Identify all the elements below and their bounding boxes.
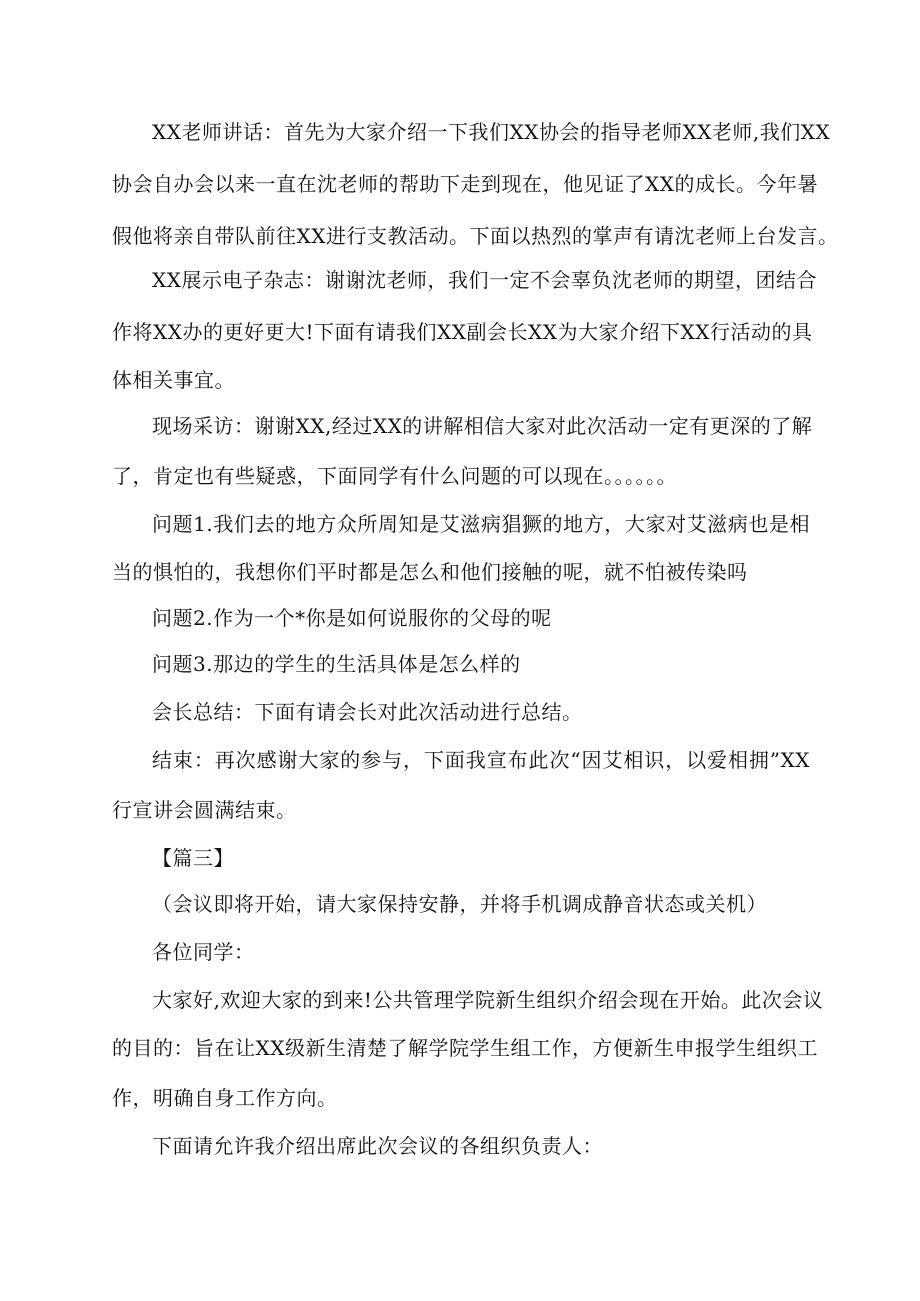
paragraph-13-line-1: 下面请允许我介绍出席此次会议的各组织负责人： xyxy=(152,1134,603,1158)
paragraph-5-line-1: 问题2.作为一个*你是如何说服你的父母的呢 xyxy=(152,606,552,630)
greeting: 各位同学： xyxy=(152,940,255,964)
paragraph-2-line-3: 体相关事宜。 xyxy=(112,368,235,392)
paragraph-8-line-1: 结束：再次感谢大家的参与，下面我宣布此次“因艾相识，以爱相拥”XX xyxy=(152,748,810,772)
paragraph-4-line-2: 当的惧怕的，我想你们平时都是怎么和他们接触的呢，就不怕被传染吗 xyxy=(112,560,748,584)
section-heading: 【篇三】 xyxy=(152,846,234,870)
paragraph-1-line-1: XX老师讲话：首先为大家介绍一下我们XX协会的指导老师XX老师,我们XX xyxy=(152,120,831,144)
paragraph-4-line-1: 问题1.我们去的地方众所周知是艾滋病猖獗的地方，大家对艾滋病也是相 xyxy=(152,512,810,536)
paragraph-12-line-2: 的目的：旨在让XX级新生清楚了解学院学生组工作，方便新生申报学生组织工 xyxy=(112,1036,818,1060)
paragraph-3-line-2: 了，肯定也有些疑惑，下面同学有什么问题的可以现在。。。。。。 xyxy=(112,464,677,488)
paragraph-8-line-2: 行宣讲会圆满结束。 xyxy=(112,798,297,822)
paragraph-2-line-2: 作将XX办的更好更大!下面有请我们XX副会长XX为大家介绍下XX行活动的具 xyxy=(112,320,813,344)
paragraph-6-line-1: 问题3.那边的学生的生活具体是怎么样的 xyxy=(152,652,521,676)
paragraph-1-line-2: 协会自办会以来一直在沈老师的帮助下走到现在，他见证了XX的成长。今年暑 xyxy=(112,172,818,196)
paragraph-2-line-1: XX展示电子杂志：谢谢沈老师，我们一定不会辜负沈老师的期望，团结合 xyxy=(152,268,817,292)
paragraph-12-line-1: 大家好,欢迎大家的到来!公共管理学院新生组织介绍会现在开始。此次会议 xyxy=(152,988,824,1012)
paragraph-7-line-1: 会长总结：下面有请会长对此次活动进行总结。 xyxy=(152,700,583,724)
paragraph-3-line-1: 现场采访：谢谢XX,经过XX的讲解相信大家对此次活动一定有更深的了解 xyxy=(152,414,813,438)
paragraph-12-line-3: 作，明确自身工作方向。 xyxy=(112,1086,338,1110)
paragraph-1-line-3: 假他将亲自带队前往XX进行支教活动。下面以热烈的掌声有请沈老师上台发言。 xyxy=(112,224,839,248)
meeting-note: （会议即将开始，请大家保持安静，并将手机调成静音状态或关机） xyxy=(152,892,767,916)
